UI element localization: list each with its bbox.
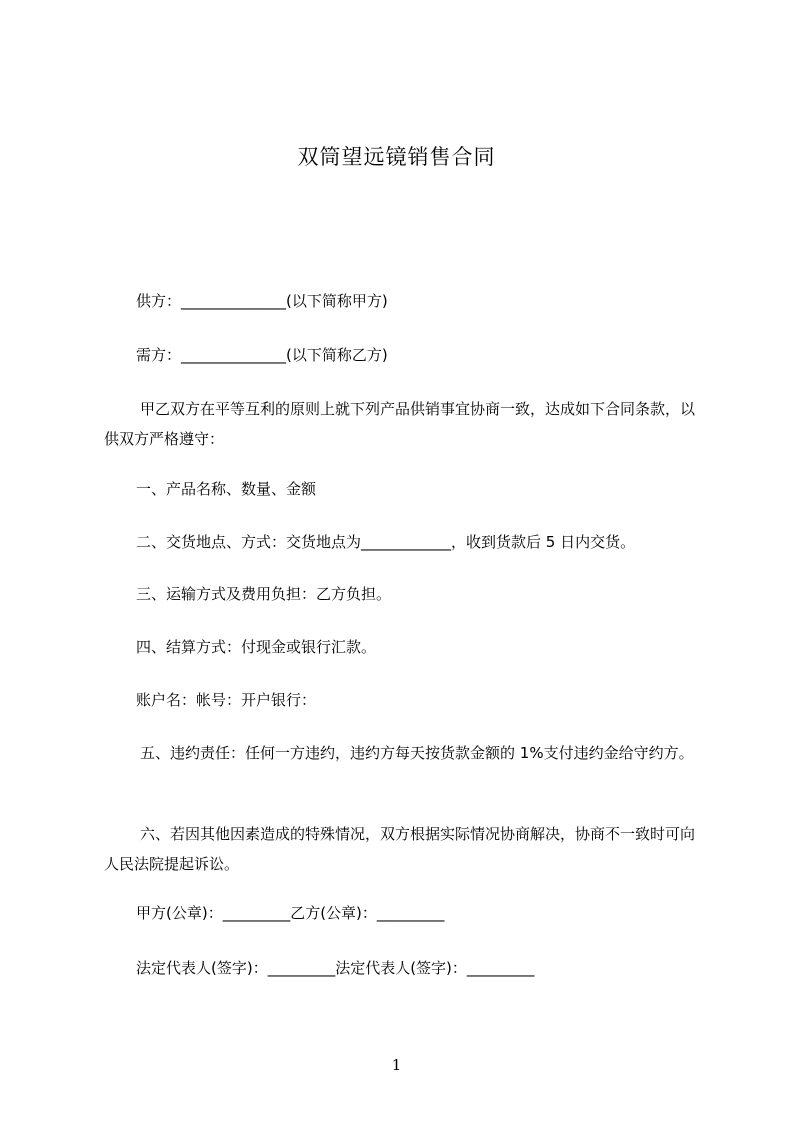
document-title: 双筒望远镜销售合同 bbox=[297, 145, 496, 169]
preamble-paragraph: 甲乙双方在平等互利的原则上就下列产品供销事宜协商一致，达成如下合同条款，以供双方严格遵守： bbox=[104, 400, 696, 448]
seal-line: 甲方(公章)：_________乙方(公章)：_________ bbox=[136, 904, 445, 922]
buyer-line: 需方：______________(以下简称乙方) bbox=[136, 346, 388, 364]
clause-3: 三、运输方式及费用负担：乙方负担。 bbox=[136, 585, 392, 603]
signature-line: 法定代表人(签字)：_________法定代表人(签字)：_________ bbox=[136, 959, 535, 977]
clause-4: 四、结算方式：付现金或银行汇款。 bbox=[136, 638, 377, 656]
clause-6: 六、若因其他因素造成的特殊情况，双方根据实际情况协商解决，协商不一致时可向人民法院提起诉讼。 bbox=[104, 825, 696, 873]
supplier-line: 供方：______________(以下简称甲方) bbox=[136, 292, 388, 310]
clause-2: 二、交货地点、方式：交货地点为____________，收到货款后 5 日内交货。 bbox=[136, 533, 636, 551]
clause-1: 一、产品名称、数量、金额 bbox=[136, 480, 317, 498]
account-info-line: 账户名：帐号：开户银行： bbox=[136, 691, 317, 709]
page-number: 1 bbox=[391, 1056, 402, 1074]
clause-5: 五、违约责任：任何一方违约，违约方每天按货款金额的 1%支付违约金给守约方。 bbox=[140, 744, 694, 762]
